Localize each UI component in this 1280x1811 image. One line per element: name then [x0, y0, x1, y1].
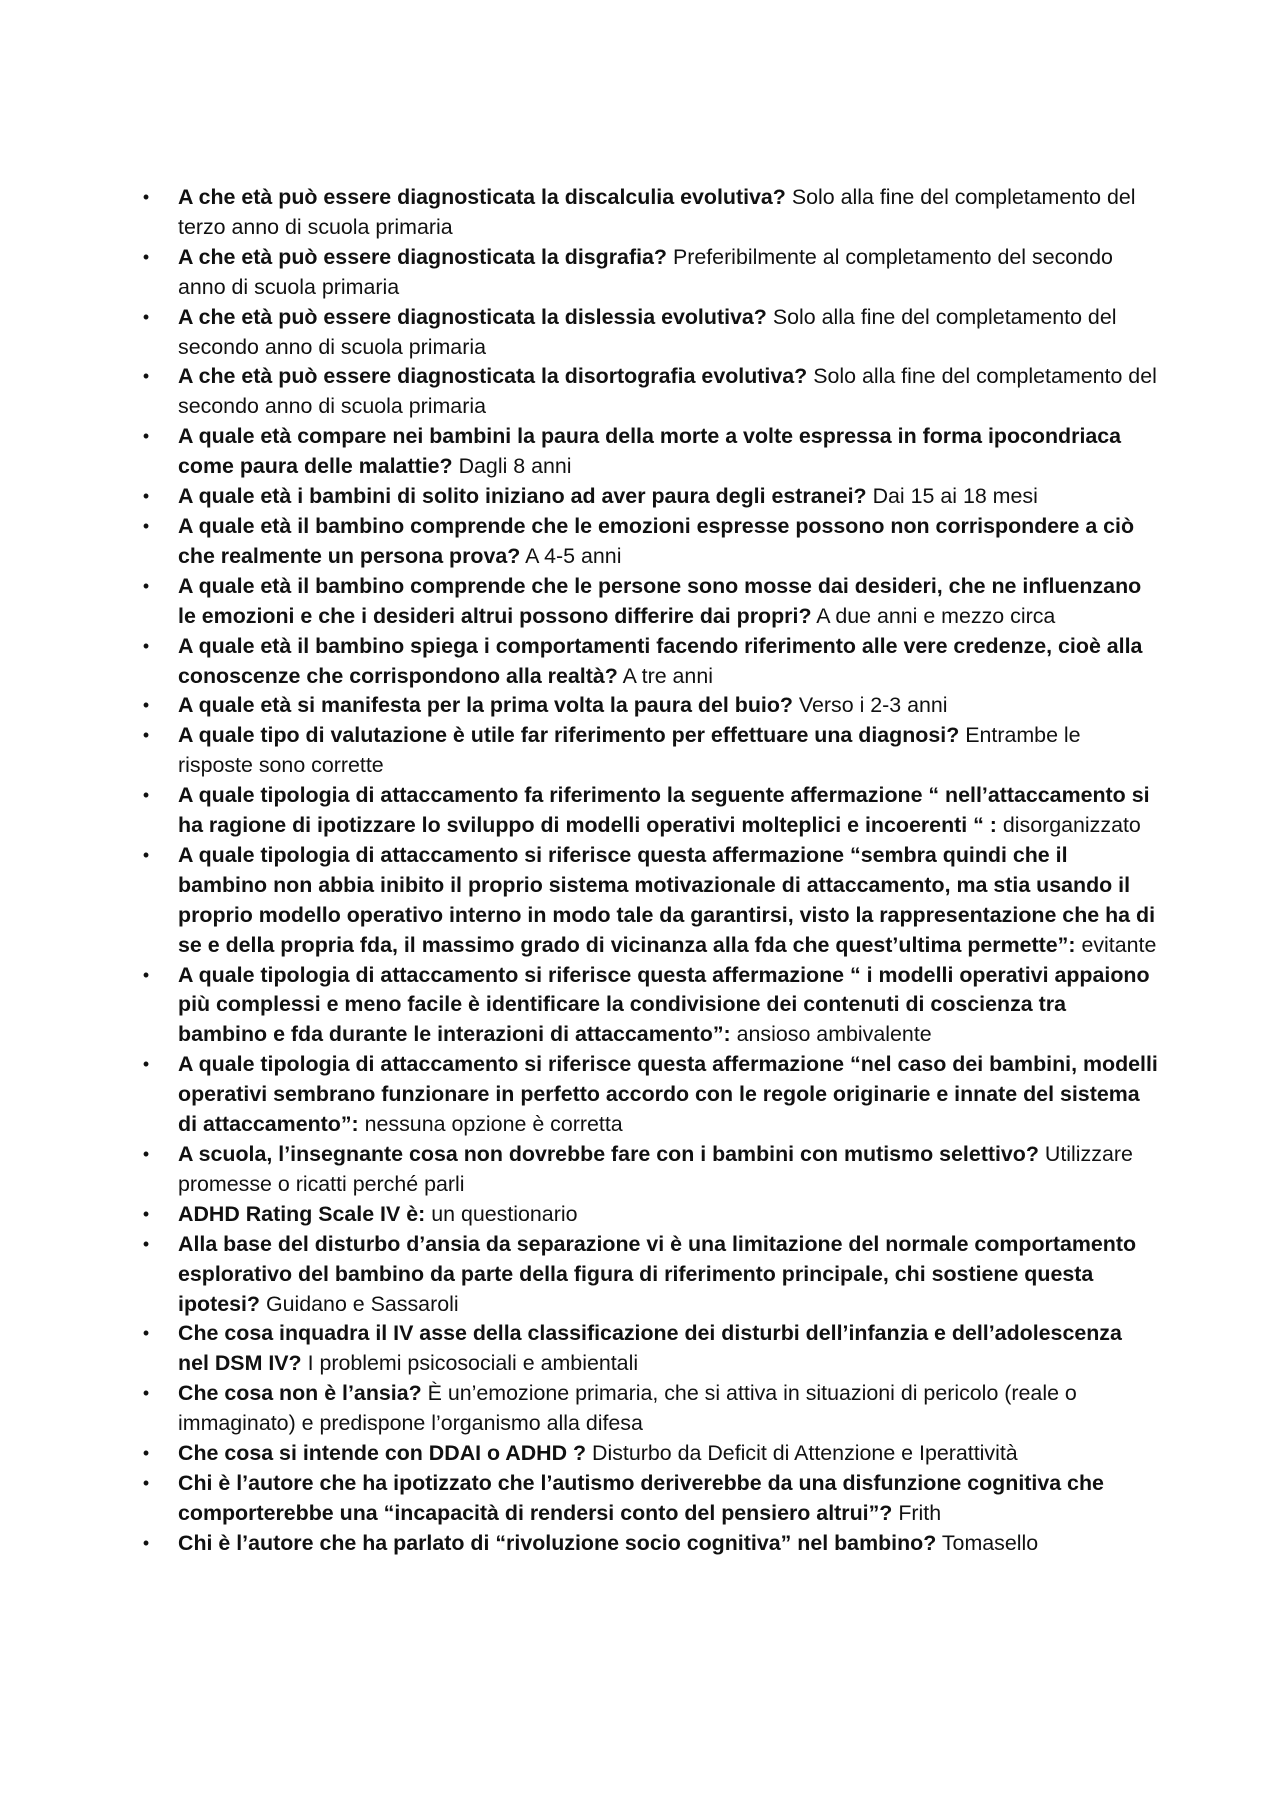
answer: I problemi psicosociali e ambientali: [307, 1351, 639, 1376]
list-item: [138, 1319, 1158, 1379]
question: Alla base del disturbo d’ansia da separazione vi è una limitazione del normale comportamento esplorativo del bambino da parte della figura di riferimento principale, chi sostiene questa ipotesi?: [178, 1231, 1137, 1316]
list-item: [138, 1230, 1158, 1320]
bullet-icon: •: [142, 695, 150, 716]
list-item: [138, 1439, 1158, 1469]
question: A quale età si manifesta per la prima volta la paura del buio?: [178, 693, 793, 718]
bullet-icon: •: [142, 187, 150, 207]
list-item: [138, 1200, 1158, 1230]
answer: Solo alla fine del completamento del terzo anno di scuola primaria: [178, 185, 1136, 239]
question: A quale tipologia di attaccamento fa riferimento la seguente affermazione “ nell’attaccamento si ha ragione di ipotizzare lo sviluppo di modelli operativi molteplici e incoerenti “ :: [178, 783, 1150, 838]
list-item: [138, 183, 1158, 243]
answer: Utilizzare promesse o ricatti perché parli: [178, 1142, 1133, 1196]
answer: nessuna opzione è corretta: [364, 1112, 623, 1137]
bullet-icon: •: [142, 1144, 150, 1164]
answer: A 4-5 anni: [525, 543, 622, 568]
question: Chi è l’autore che ha ipotizzato che l’autismo deriverebbe da una disfunzione cognitiva che comporterebbe una “incapacità di rendersi conto del pensiero altrui”?: [178, 1470, 1104, 1525]
answer: evitante: [1081, 932, 1157, 957]
question: A quale età compare nei bambini la paura della morte a volte espressa in forma ipocondriaca come paura delle malattie?: [178, 424, 1122, 479]
bullet-icon: •: [142, 426, 150, 447]
answer: È un’emozione primaria, che si attiva in situazioni di pericolo (reale o immaginato) e predispone l’organismo alla difesa: [178, 1381, 1077, 1436]
bullet-icon: •: [142, 785, 150, 806]
bullet-icon: •: [142, 635, 150, 656]
list-item: [138, 841, 1158, 961]
question: Chi è l’autore che ha parlato di “rivoluzione socio cognitiva” nel bambino?: [178, 1530, 937, 1555]
question: Che cosa si intende con DDAI o ADHD ?: [178, 1441, 587, 1466]
question: A scuola, l’insegnante cosa non dovrebbe fare con i bambini con mutismo selettivo?: [178, 1142, 1039, 1166]
answer: A due anni e mezzo circa: [816, 603, 1056, 628]
bullet-icon: •: [142, 515, 150, 536]
bullet-icon: •: [142, 1054, 150, 1075]
answer: Entrambe le risposte sono corrette: [178, 723, 1081, 778]
question: A che età può essere diagnosticata la disortografia evolutiva?: [178, 364, 808, 389]
qa-list: [138, 183, 1158, 1559]
bullet-icon: •: [142, 1383, 150, 1404]
question: A quale età il bambino spiega i comportamenti facendo riferimento alle vere credenze, cioè alla conoscenze che corrispondono alla realtà?: [178, 633, 1143, 688]
question: A che età può essere diagnosticata la disgrafia?: [178, 244, 667, 269]
question: Che cosa inquadra il IV asse della classificazione dei disturbi dell’infanzia e dell’adolescenza nel DSM IV?: [178, 1321, 1122, 1376]
list-item: [138, 781, 1158, 841]
list-item: [138, 1529, 1158, 1559]
question: A quale età il bambino comprende che le persone sono mosse dai desideri, che ne influenzano le emozioni e che i desideri altrui possono differire dai propri?: [178, 573, 1142, 628]
answer: Guidano e Sassaroli: [265, 1291, 459, 1316]
answer: Solo alla fine del completamento del secondo anno di scuola primaria: [178, 364, 1157, 419]
question: ADHD Rating Scale IV è:: [178, 1201, 426, 1226]
answer: Frith: [898, 1500, 942, 1525]
question: A quale età i bambini di solito iniziano ad aver paura degli estranei?: [178, 484, 867, 509]
bullet-icon: •: [142, 1233, 150, 1254]
list-item: [138, 303, 1158, 363]
list-item: [138, 632, 1158, 692]
question: A quale tipologia di attaccamento si riferisce questa affermazione “nel caso dei bambini, modelli operativi sembrano funzionare in perfetto accordo con le regole originarie e innate del sistema di attaccamento”:: [178, 1052, 1158, 1137]
answer: Verso i 2-3 anni: [798, 693, 948, 718]
answer: disorganizzato: [1002, 813, 1141, 838]
bullet-icon: •: [142, 366, 150, 387]
answer: Disturbo da Deficit di Attenzione e Iperattività: [592, 1441, 1018, 1466]
list-item: [138, 691, 1158, 721]
answer: Preferibilmente al completamento del secondo anno di scuola primaria: [178, 244, 1113, 299]
question: A che età può essere diagnosticata la dislessia evolutiva?: [178, 304, 767, 329]
bullet-icon: •: [142, 486, 150, 507]
bullet-icon: •: [142, 575, 150, 596]
bullet-icon: •: [142, 1532, 150, 1553]
question: A quale tipo di valutazione è utile far riferimento per effettuare una diagnosi?: [178, 723, 960, 748]
list-item: [138, 572, 1158, 632]
list-item: [138, 482, 1158, 512]
list-item: [138, 1469, 1158, 1529]
list-item: [138, 721, 1158, 781]
answer: A tre anni: [622, 663, 713, 688]
question: A quale tipologia di attaccamento si riferisce questa affermazione “ i modelli operativi appaiono più complessi e meno facile è identificare la condivisione dei contenuti di coscienza tra bambino e fda durante le interazioni di attaccamento”:: [178, 962, 1150, 1047]
bullet-icon: •: [142, 1323, 150, 1344]
list-item: [138, 961, 1158, 1051]
bullet-icon: •: [142, 1203, 150, 1224]
list-item: [138, 1379, 1158, 1439]
bullet-icon: •: [142, 725, 150, 746]
answer: Solo alla fine del completamento del secondo anno di scuola primaria: [178, 304, 1117, 359]
bullet-icon: •: [142, 306, 150, 327]
bullet-icon: •: [142, 1443, 150, 1464]
bullet-icon: •: [142, 1472, 150, 1493]
list-item: [138, 243, 1158, 303]
list-item: [138, 512, 1158, 572]
answer: Tomasello: [941, 1530, 1039, 1555]
question: A che età può essere diagnosticata la discalculia evolutiva?: [178, 185, 786, 209]
question: A quale età il bambino comprende che le emozioni espresse possono non corrispondere a ciò che realmente un persona prova?: [178, 513, 1135, 568]
answer: Dagli 8 anni: [458, 454, 572, 479]
list-item: [138, 1050, 1158, 1140]
bullet-icon: •: [142, 964, 150, 985]
list-item: [138, 1140, 1158, 1200]
question: A quale tipologia di attaccamento si riferisce questa affermazione “sembra quindi che il bambino non abbia inibito il proprio sistema motivazionale di attaccamento, ma stia usando il proprio modello operativo interno in modo tale da garantirsi, visto la rappresentazione che ha di se e della propria fda, il massimo grado di vicinanza alla fda che quest’ultima permette”:: [178, 842, 1156, 957]
answer: ansioso ambivalente: [736, 1022, 932, 1047]
answer: Dai 15 ai 18 mesi: [872, 484, 1038, 509]
list-item: [138, 362, 1158, 422]
bullet-icon: •: [142, 844, 150, 865]
question: Che cosa non è l’ansia?: [178, 1381, 422, 1406]
list-item: [138, 422, 1158, 482]
bullet-icon: •: [142, 246, 150, 267]
answer: un questionario: [431, 1201, 578, 1226]
